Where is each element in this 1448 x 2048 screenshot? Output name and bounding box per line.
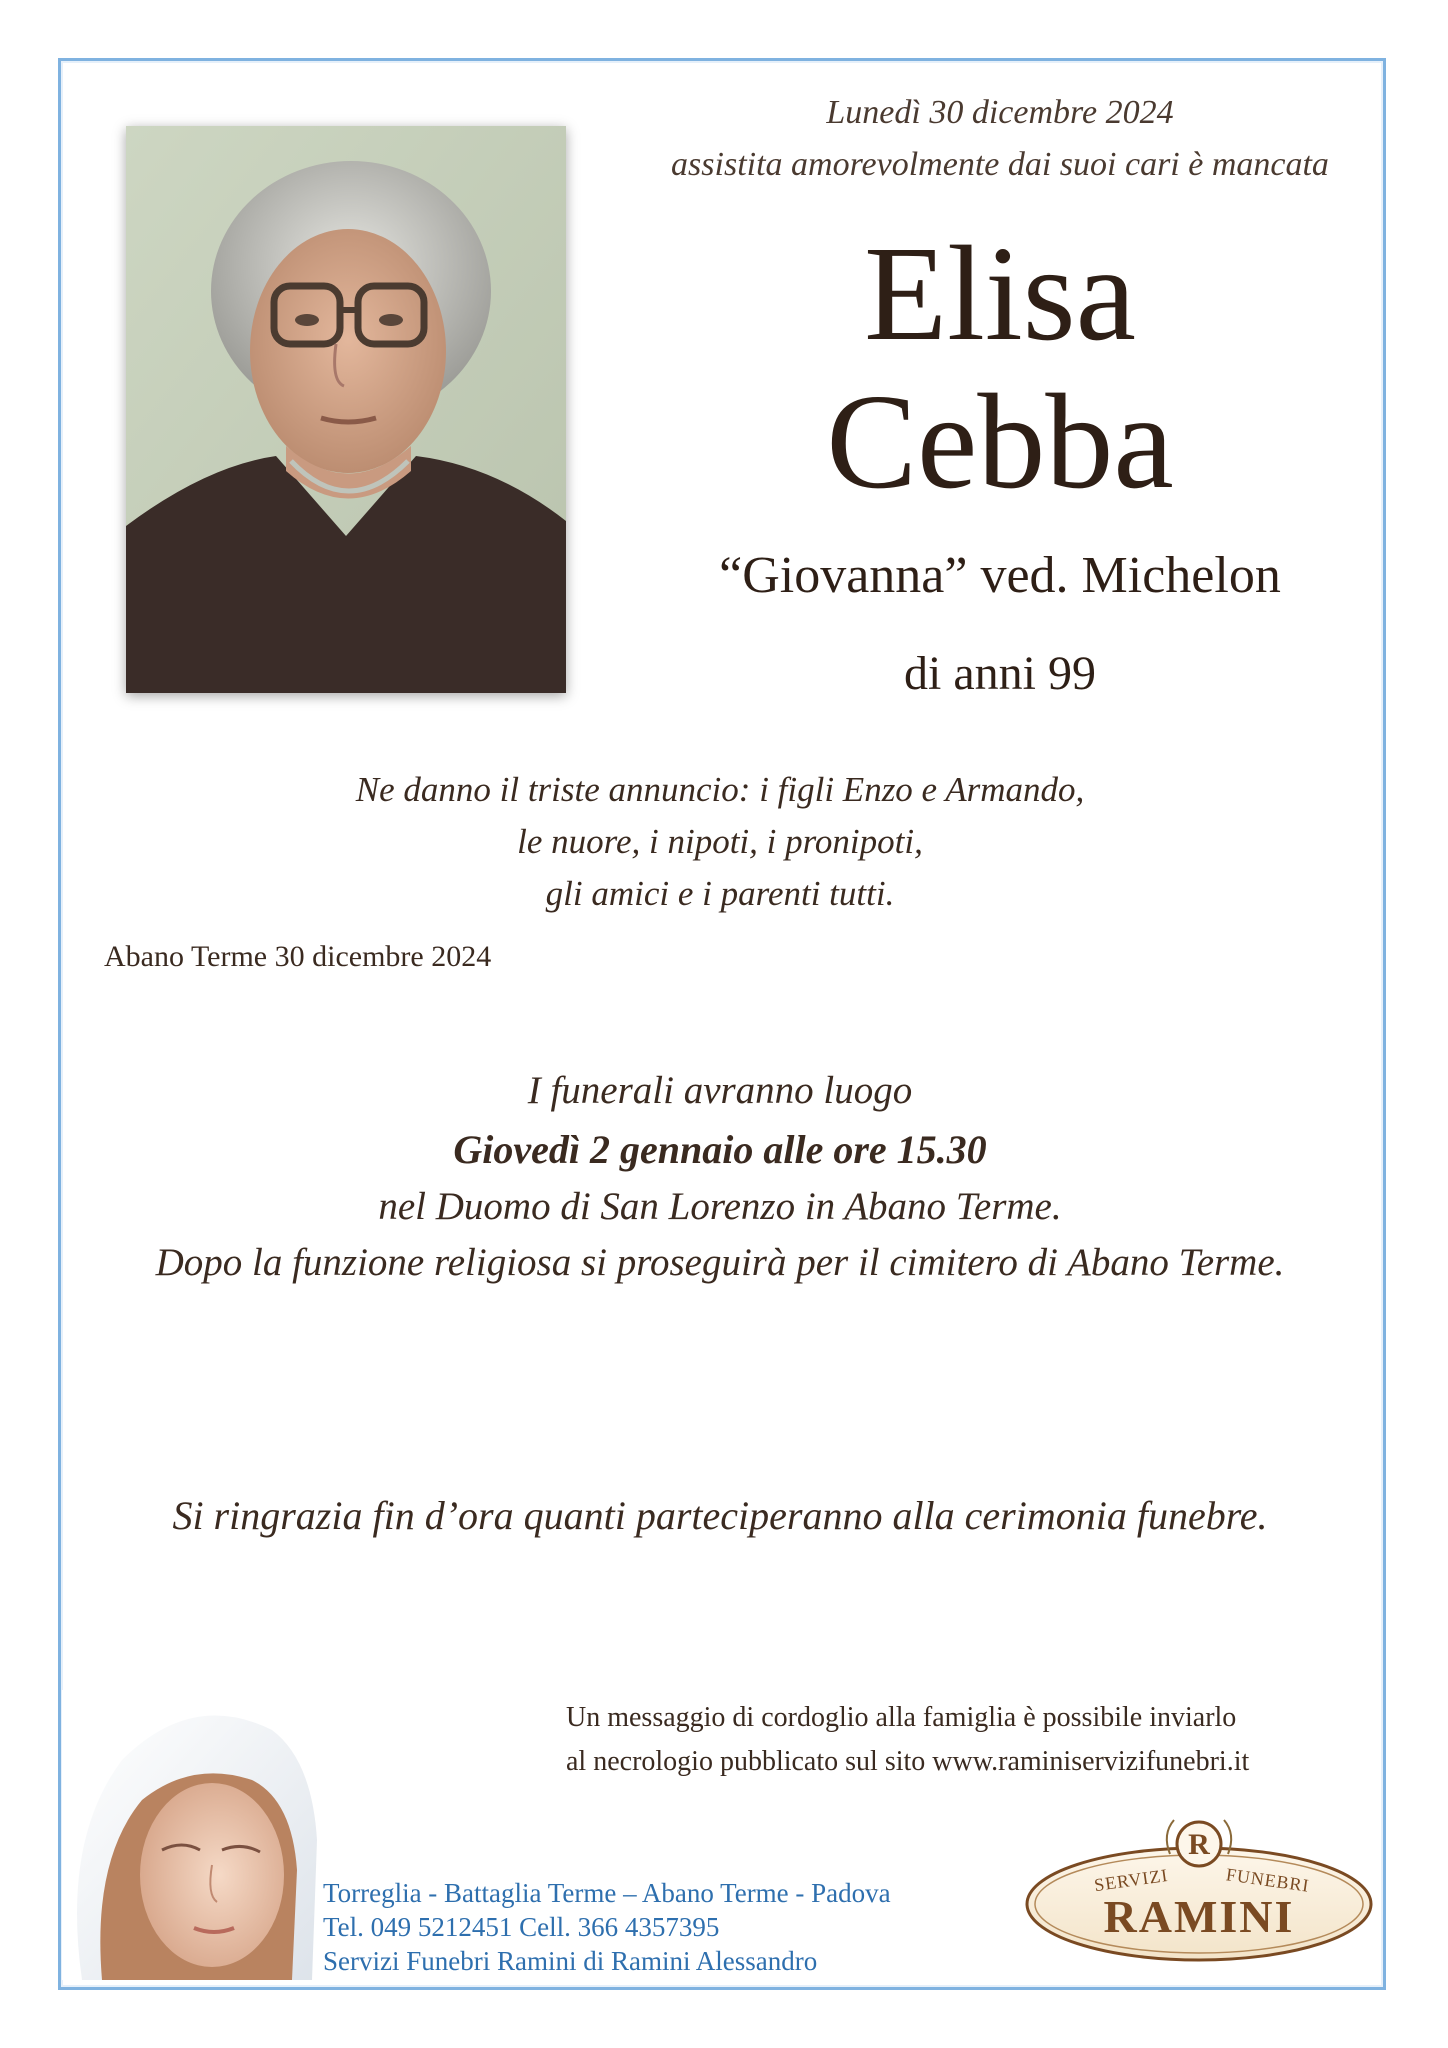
- funeral-line-3: nel Duomo di San Lorenzo in Abano Terme.: [378, 1185, 1062, 1228]
- funeral-line-1: I funerali avranno luogo: [527, 1069, 913, 1112]
- logo-brand: RAMINI: [1103, 1891, 1295, 1942]
- logo-text-right: FUNEBRI: [1224, 1864, 1311, 1896]
- announcement-line-1: Ne danno il triste annuncio: i figli Enzo e Armando,: [355, 770, 1085, 809]
- logo-emblem: R: [1188, 1828, 1210, 1861]
- condolence-message-line-2: al necrologio pubblicato sul sito www.raminiservizifunebri.it: [566, 1746, 1250, 1777]
- header-date: Lunedì 30 dicembre 2024: [826, 94, 1174, 131]
- ramini-logo: [1022, 1814, 1376, 1964]
- announcement-line-3: gli amici e i parenti tutti.: [545, 874, 895, 913]
- deceased-age: di anni 99: [904, 647, 1096, 700]
- funeral-line-4: Dopo la funzione religiosa si proseguirà per il cimitero di Abano Terme.: [155, 1241, 1285, 1284]
- contact-locations: Torreglia - Battaglia Terme – Abano Terme - Padova: [323, 1878, 891, 1908]
- condolence-message-line-1: Un messaggio di cordoglio alla famiglia è possibile inviarlo: [566, 1702, 1237, 1733]
- header-intro: assistita amorevolmente dai suoi cari è mancata: [671, 146, 1329, 183]
- contact-phones: Tel. 049 5212451 Cell. 366 4357395: [323, 1912, 720, 1942]
- deceased-nickname: “Giovanna” ved. Michelon: [719, 547, 1281, 604]
- madonna-image: [62, 1690, 322, 1980]
- announcement-line-2: le nuore, i nipoti, i pronipoti,: [517, 822, 923, 861]
- deceased-last-name: Cebba: [826, 367, 1174, 517]
- place-date: Abano Terme 30 dicembre 2024: [104, 940, 492, 973]
- contact-company: Servizi Funebri Ramini di Ramini Alessandro: [323, 1946, 818, 1976]
- thanks-line: Si ringrazia fin d’ora quanti parteciperanno alla cerimonia funebre.: [172, 1493, 1268, 1538]
- logo-text-left: SERVIZI: [1092, 1864, 1170, 1896]
- portrait-photo: [126, 126, 566, 693]
- deceased-first-name: Elisa: [864, 219, 1136, 369]
- funeral-date-time: Giovedì 2 gennaio alle ore 15.30: [453, 1127, 987, 1172]
